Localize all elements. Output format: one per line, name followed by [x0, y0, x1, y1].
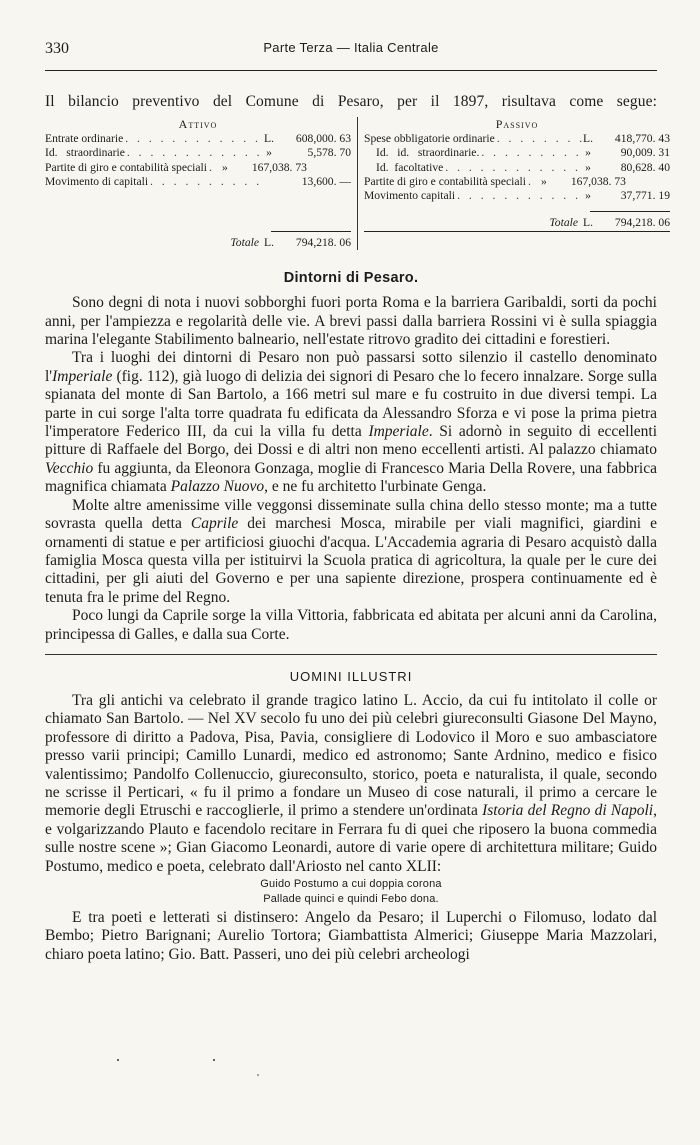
verse-line: Guido Postumo a cui doppia corona — [260, 878, 442, 890]
budget-row: Spese obbligatorie ordinarie . . . L. 418,770. 43 — [364, 132, 670, 146]
budget-row: Entrate ordinarie . . . L. 608,000. 63 — [45, 132, 351, 146]
budget-row: Id. straordinarie . . . » 5,578. 70 — [45, 146, 351, 160]
running-title: Parte Terza — Italia Centrale — [263, 40, 439, 55]
section-title-uomini-illustri: UOMINI ILLUSTRI — [289, 668, 413, 684]
verse-quotation — [45, 877, 657, 907]
passivo-heading: Passivo — [495, 117, 539, 131]
budget-row: Movimento capitali . . . » 37,771. 19 — [364, 189, 670, 203]
paragraph: Tra i luoghi dei dintorni di Pesaro non può passarsi sotto silenzio il castello denominato l'Imperiale (fig. 112), già luogo di delizia dei signori di Pesaro che lo fecero innalzare. Sorge sulla spianata del monte di San Bartolo, a 166 metri sul mare e fu costruito in due diversi tempi. La parte in cui sorge l'alta torre quadrata fu edificata da Alessandro Sforza e vi pose la prima pietra l'imperatore Federico III, da cui la villa fu detta Imperiale. Si adornò in seguito di eccellenti pitture di Raffaele del Borgo, dei Dossi e di altri non meno eccellenti artisti. Al palazzo chiamato Vecchio fu aggiunta, da Eleonora Gonzaga, moglie di Francesco Maria Della Rovere, una fabbrica magnifica chiamata Palazzo Nuovo, e ne fu architetto l'urbinate Genga. — [45, 349, 657, 496]
total-rule — [590, 211, 670, 212]
total-rule — [271, 231, 351, 232]
budget-row: Id. id. straordinarie. . . . » 90,009. 31 — [364, 146, 670, 160]
paragraph: E tra poeti e letterati si distinsero: Angelo da Pesaro; il Luperchi o Filomuso, lodato dal Bembo; Pietro Barignani; Aurelio Tortora; Giambattista Almerici; Giuseppe Maria Mazzolari, chiaro poeta latino; Gio. Batt. Passeri, uno dei più celebri archeologi — [45, 909, 657, 963]
budget-row: Movimento di capitali . . . 13,600. — — [45, 175, 351, 189]
attivo-total-row: Totale L. 794,218. 06 — [230, 236, 351, 250]
total-rule — [364, 231, 670, 232]
paragraph: Poco lungi da Caprile sorge la villa Vittoria, fabbricata ed abitata per alcuni anni da Carolina, principessa di Galles, e dalla sua Corte. — [45, 607, 657, 643]
budget-row: Partite di giro e contabilità speciali . . . » 167,038. 73 — [364, 175, 670, 189]
page-number: 330 — [45, 40, 69, 57]
budget-table — [45, 117, 670, 250]
paragraph: Molte altre amenissime ville veggonsi disseminate sulla china dello stesso monte; ma a tutte sovrasta quella detta Caprile dei marchesi Mosca, mirabile per viali magnifici, giardini e ornamenti di statue e per artificiosi giuochi d'acqua. L'Accademia agraria di Pesaro acquistò dalla famiglia Mosca questa villa per istituirvi la Scuola pratica di agricoltura, la quale per le cure dei cittadini, per gli aiuti del Governo e per una sapiente direzione, prospera continuamente ed è tenuta fra le prime del Regno. — [45, 496, 657, 606]
budget-row: Id. facoltative . . . » 80,628. 40 — [364, 161, 670, 175]
passivo-column — [358, 117, 670, 250]
attivo-column — [45, 117, 358, 250]
budget-intro: Il bilancio preventivo del Comune di Pesaro, per il 1897, risultava come segue: — [45, 93, 657, 110]
section-title-dintorni: Dintorni di Pesaro. — [283, 270, 419, 287]
header-rule — [45, 70, 657, 71]
section-body-dintorni — [45, 294, 657, 644]
passivo-total-row: Totale L. 794,218. 06 — [549, 216, 670, 230]
budget-row: Partite di giro e contabilità speciali . . . » 167,038. 73 — [45, 161, 351, 175]
section-body-uomini-illustri — [45, 692, 657, 964]
book-page — [45, 38, 670, 964]
paragraph: Tra gli antichi va celebrato il grande tragico latino L. Accio, da cui fu intitolato il colle or chiamato San Bartolo. — Nel XV secolo fu uno dei più celebri giureconsulti Giasone Del Mayno, professore di diritto a Padova, Pisa, Pavia, consigliere di Lodovico il Moro e suo ambasciatore presso varii principi; Camillo Lunardi, medico ed astronomo; Sante Ardnino, medico e fisico valentissimo; Pandolfo Collenuccio, giureconsulto, storico, poeta e naturalista, il quale, secondo ne scrisse il Perticari, « fu il primo a fondare un Museo di cose naturali, il primo a cercare le memorie degli Etruschi e raccoglierle, il primo a stendere un'ordinata Istoria del Regno di Napoli, e volgarizzando Plauto e facendolo recitare in Ferrara fu di quei che riposero la buona commedia sulle nostre scene »; Gian Giacomo Leonardi, autore di varie opere di architettura militare; Guido Postumo, medico e poeta, celebrato dall'Ariosto nel canto XLII: — [45, 691, 657, 875]
section-divider — [45, 654, 657, 655]
paragraph: Sono degni di nota i nuovi sobborghi fuori porta Roma e la barriera Garibaldi, sorti da pochi anni, per l'ampiezza e regolarità delle vie. A brevi passi dalla barriera Rossini vi è sulla spiaggia marina l'elegante Stabilimento balneario, nell'estate ritrovo gradito dei cittadini e forestieri. — [45, 294, 657, 349]
running-head — [45, 38, 657, 60]
verse-line: Pallade quinci e quindi Febo dona. — [263, 893, 439, 905]
attivo-heading: Attivo — [178, 117, 218, 131]
